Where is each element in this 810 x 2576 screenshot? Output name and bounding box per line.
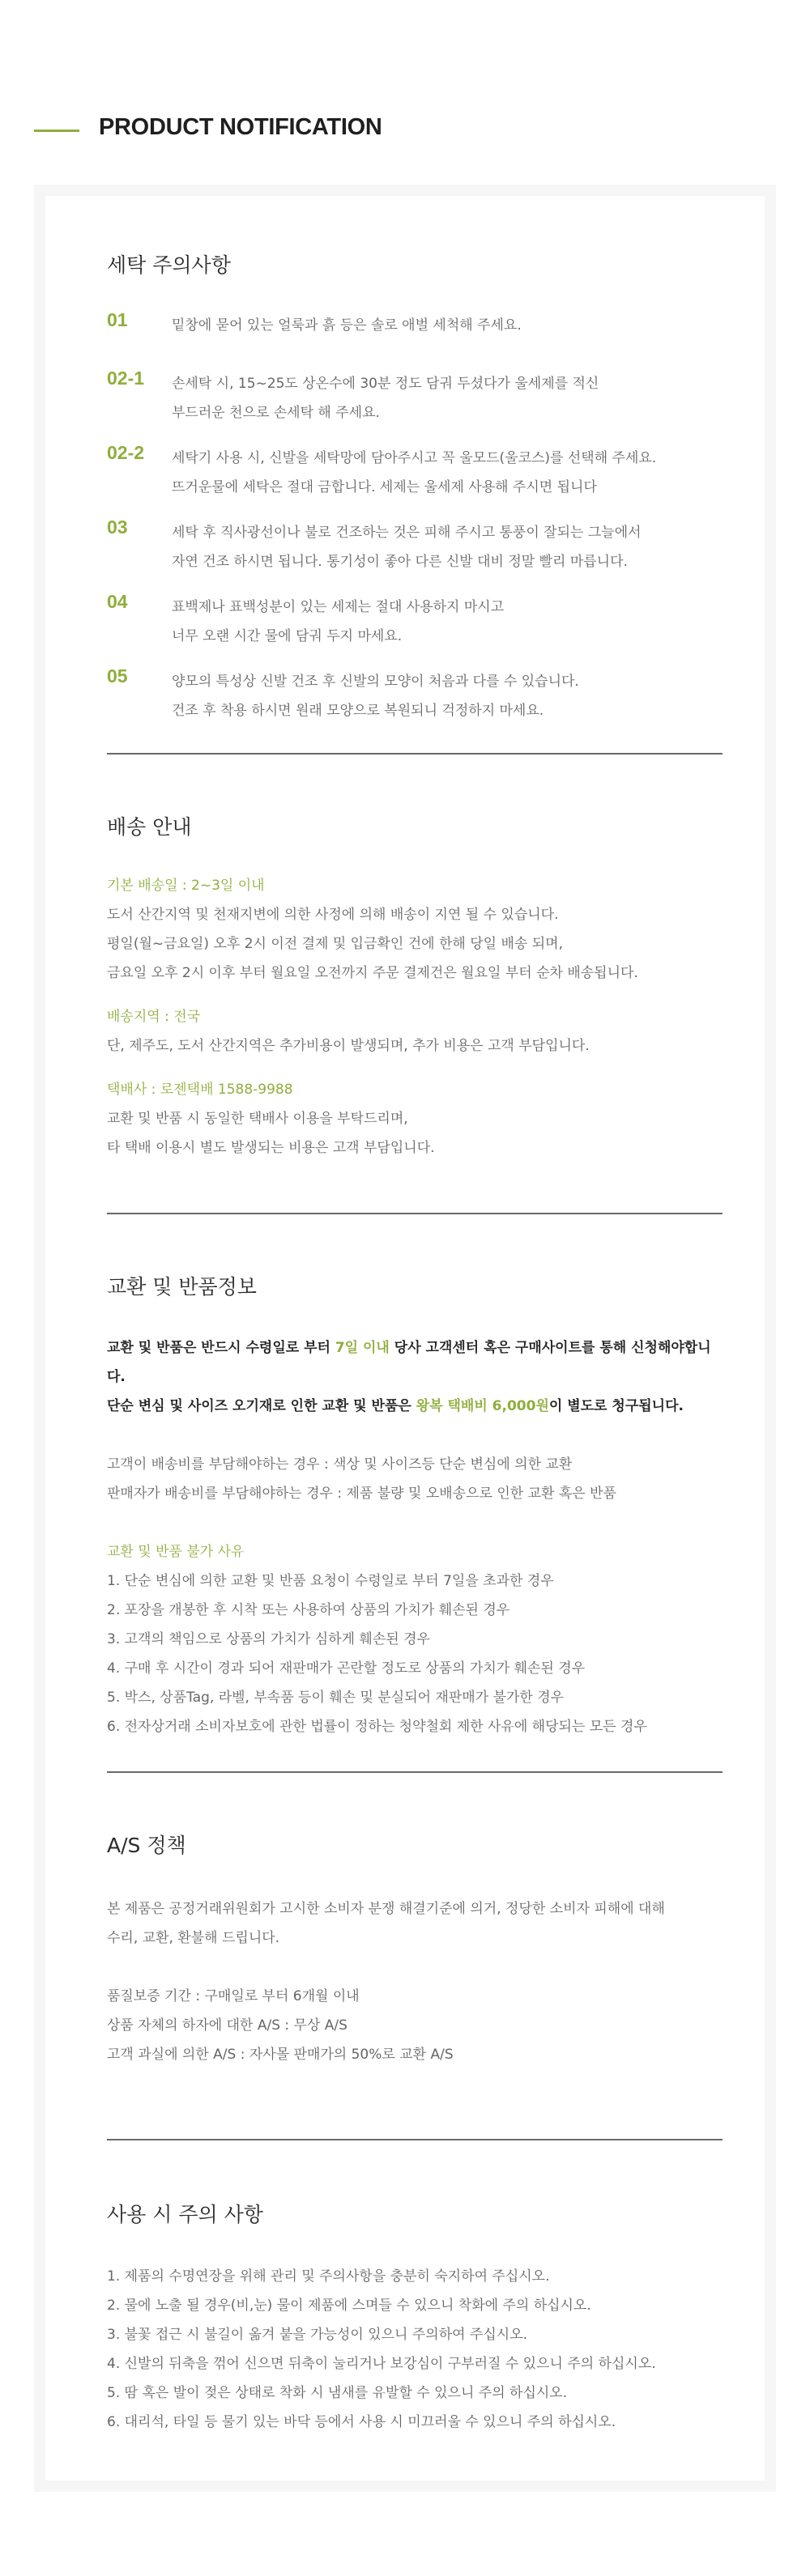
wash-item-number: 02-1 xyxy=(107,368,145,389)
delivery-text: 단, 제주도, 도서 산간지역은 추가비용이 발생되며, 추가 비용은 고객 부담입니다. xyxy=(107,1038,590,1054)
as-body xyxy=(107,1894,723,2069)
wash-section xyxy=(107,249,723,278)
section-divider xyxy=(107,2139,723,2140)
wash-item-number: 02-2 xyxy=(107,442,145,463)
delivery-text: 타 택배 이용시 별도 발생되는 비용은 고객 부담입니다. xyxy=(107,1140,435,1156)
as-intro-text: 본 제품은 공정거래위원회가 고시한 소비자 분쟁 해결기준에 의거, 정당한 소비자 피해에 대해 xyxy=(107,1901,665,1917)
usage-title: 사용 시 주의 사항 xyxy=(107,2203,263,2226)
notification-card xyxy=(45,196,765,2480)
delivery-label: 배송지역 : 전국 xyxy=(107,1009,201,1025)
title-accent-line xyxy=(34,130,79,132)
delivery-label: 택배사 : 로젠택배 1588-9988 xyxy=(107,1082,293,1098)
as-policy-text: 고객 과실에 의한 A/S : 자사몰 판매가의 50%로 교환 A/S xyxy=(107,2047,454,2063)
exchange-body xyxy=(107,1333,723,1741)
usage-text: 3. 불꽃 접근 시 불길이 옮겨 붙을 가능성이 있으니 주의하여 주십시오. xyxy=(107,2327,528,2343)
exchange-unable-text: 5. 박스, 상품Tag, 라벨, 부속품 등이 훼손 및 분실되어 재판매가 불가한 경우 xyxy=(107,1690,565,1706)
wash-item-number: 05 xyxy=(107,665,128,687)
delivery-text: 도서 산간지역 및 천재지변에 의한 사정에 의해 배송이 지연 될 수 있습니다. xyxy=(107,907,559,923)
page-header xyxy=(0,0,810,186)
wash-item-text: 세탁 후 직사광선이나 불로 건조하는 것은 피해 주시고 통풍이 잘되는 그늘에서 자연 건조 하시면 됩니다. 통기성이 좋아 다른 신발 대비 정말 빨리 마릅니다. xyxy=(172,525,642,570)
as-title: A/S 정책 xyxy=(107,1834,186,1857)
delivery-body xyxy=(107,871,723,1163)
delivery-text: 교환 및 반품 시 동일한 택배사 이용을 부탁드리며, xyxy=(107,1111,408,1127)
exchange-period: 7일 이내 xyxy=(335,1340,390,1356)
wash-item-number: 03 xyxy=(107,516,128,538)
delivery-title: 배송 안내 xyxy=(107,815,192,839)
delivery-text: 평일(월~금요일) 오후 2시 이전 결제 및 입금확인 건에 한해 당일 배송 되며, xyxy=(107,936,563,952)
wash-item-text: 밑창에 묻어 있는 얼룩과 흙 등은 솔로 애벌 세척해 주세요. xyxy=(172,317,522,334)
wash-item-text: 양모의 특성상 신발 건조 후 신발의 모양이 처음과 다를 수 있습니다. 건조 후 착용 하시면 원래 모양으로 복원되니 걱정하지 마세요. xyxy=(172,674,579,719)
exchange-notice: 교환 및 반품은 반드시 수령일로 부터 7일 이내 당사 고객센터 혹은 구매사이트를 통해 신청해야합니다. xyxy=(107,1340,711,1385)
exchange-cost-text: 고객이 배송비를 부담해야하는 경우 : 색상 및 사이즈등 단순 변심에 의한 교환 xyxy=(107,1456,573,1473)
wash-item-text: 세탁기 사용 시, 신발을 세탁망에 담아주시고 꼭 울모드(울코스)를 선택해 주세요. 뜨거운물에 세탁은 절대 금합니다. 세제는 울세제 사용해 주시면 됩니다 xyxy=(172,450,657,495)
as-policy-text: 품질보증 기간 : 구매일로 부터 6개월 이내 xyxy=(107,1988,360,2004)
usage-section xyxy=(107,2199,723,2228)
exchange-section xyxy=(107,1271,723,1300)
exchange-unable-text: 3. 고객의 책임으로 상품의 가치가 심하게 훼손된 경우 xyxy=(107,1631,430,1647)
exchange-unable-text: 6. 전자상거래 소비자보호에 관한 법률이 정하는 청약철회 제한 사유에 해당되는 모든 경우 xyxy=(107,1719,647,1735)
section-divider xyxy=(107,1213,723,1214)
usage-text: 1. 제품의 수명연장을 위해 관리 및 주의사항을 충분히 숙지하여 주십시오. xyxy=(107,2268,550,2285)
section-divider xyxy=(107,1771,723,1773)
wash-item-number: 04 xyxy=(107,591,128,612)
delivery-section xyxy=(107,811,723,840)
usage-text: 5. 땀 혹은 발이 젖은 상태로 착화 시 냄새를 유발할 수 있으니 주의 하십시오. xyxy=(107,2385,568,2401)
delivery-text: 금요일 오후 2시 이후 부터 월요일 오전까지 주문 결제건은 월요일 부터 순차 배송됩니다. xyxy=(107,965,638,981)
exchange-notice: 단순 변심 및 사이즈 오기재로 인한 교환 및 반품은 왕복 택배비 6,000원이 별도로 청구됩니다. xyxy=(107,1398,684,1414)
wash-title: 세탁 주의사항 xyxy=(107,253,231,277)
notification-frame xyxy=(34,185,776,2492)
wash-item-text: 손세탁 시, 15~25도 상온수에 30분 정도 담궈 두셨다가 울세제를 적신 부드러운 천으로 손세탁 해 주세요. xyxy=(172,376,599,421)
usage-text: 6. 대리석, 타일 등 물기 있는 바닥 등에서 사용 시 미끄러울 수 있으니 주의 하십시오. xyxy=(107,2414,616,2430)
as-policy-text: 상품 자체의 하자에 대한 A/S : 무상 A/S xyxy=(107,2017,347,2034)
wash-item-number: 01 xyxy=(107,309,128,330)
usage-text: 2. 물에 노출 될 경우(비,눈) 물이 제품에 스며들 수 있으니 착화에 주의 하십시오. xyxy=(107,2298,591,2314)
exchange-unable-text: 4. 구매 후 시간이 경과 되어 재판매가 곤란할 정도로 상품의 가치가 훼손된 경우 xyxy=(107,1660,586,1677)
exchange-cost-text: 판매자가 배송비를 부담해야하는 경우 : 제품 불량 및 오배송으로 인한 교환 혹은 반품 xyxy=(107,1486,616,1502)
exchange-title: 교환 및 반품정보 xyxy=(107,1275,257,1299)
as-intro-text: 수리, 교환, 환불해 드립니다. xyxy=(107,1930,280,1946)
exchange-unable-text: 2. 포장을 개봉한 후 시착 또는 사용하여 상품의 가치가 훼손된 경우 xyxy=(107,1602,510,1618)
page-title: PRODUCT NOTIFICATION xyxy=(99,114,382,140)
exchange-shipping-fee: 왕복 택배비 6,000원 xyxy=(416,1398,549,1414)
wash-item-text: 표백제나 표백성분이 있는 세제는 절대 사용하지 마시고 너무 오랜 시간 물에 담궈 두지 마세요. xyxy=(172,599,505,644)
exchange-unable-text: 1. 단순 변심에 의한 교환 및 반품 요청이 수령일로 부터 7일을 초과한 경우 xyxy=(107,1573,554,1589)
usage-text: 4. 신발의 뒤축을 꺾어 신으면 뒤축이 눌리거나 보강심이 구부러질 수 있으니 주의 하십시오. xyxy=(107,2356,656,2372)
exchange-unable-label: 교환 및 반품 불가 사유 xyxy=(107,1544,245,1560)
delivery-label: 기본 배송일 : 2~3일 이내 xyxy=(107,878,265,894)
section-divider xyxy=(107,753,723,755)
usage-body xyxy=(107,2262,723,2437)
as-section xyxy=(107,1830,723,1859)
